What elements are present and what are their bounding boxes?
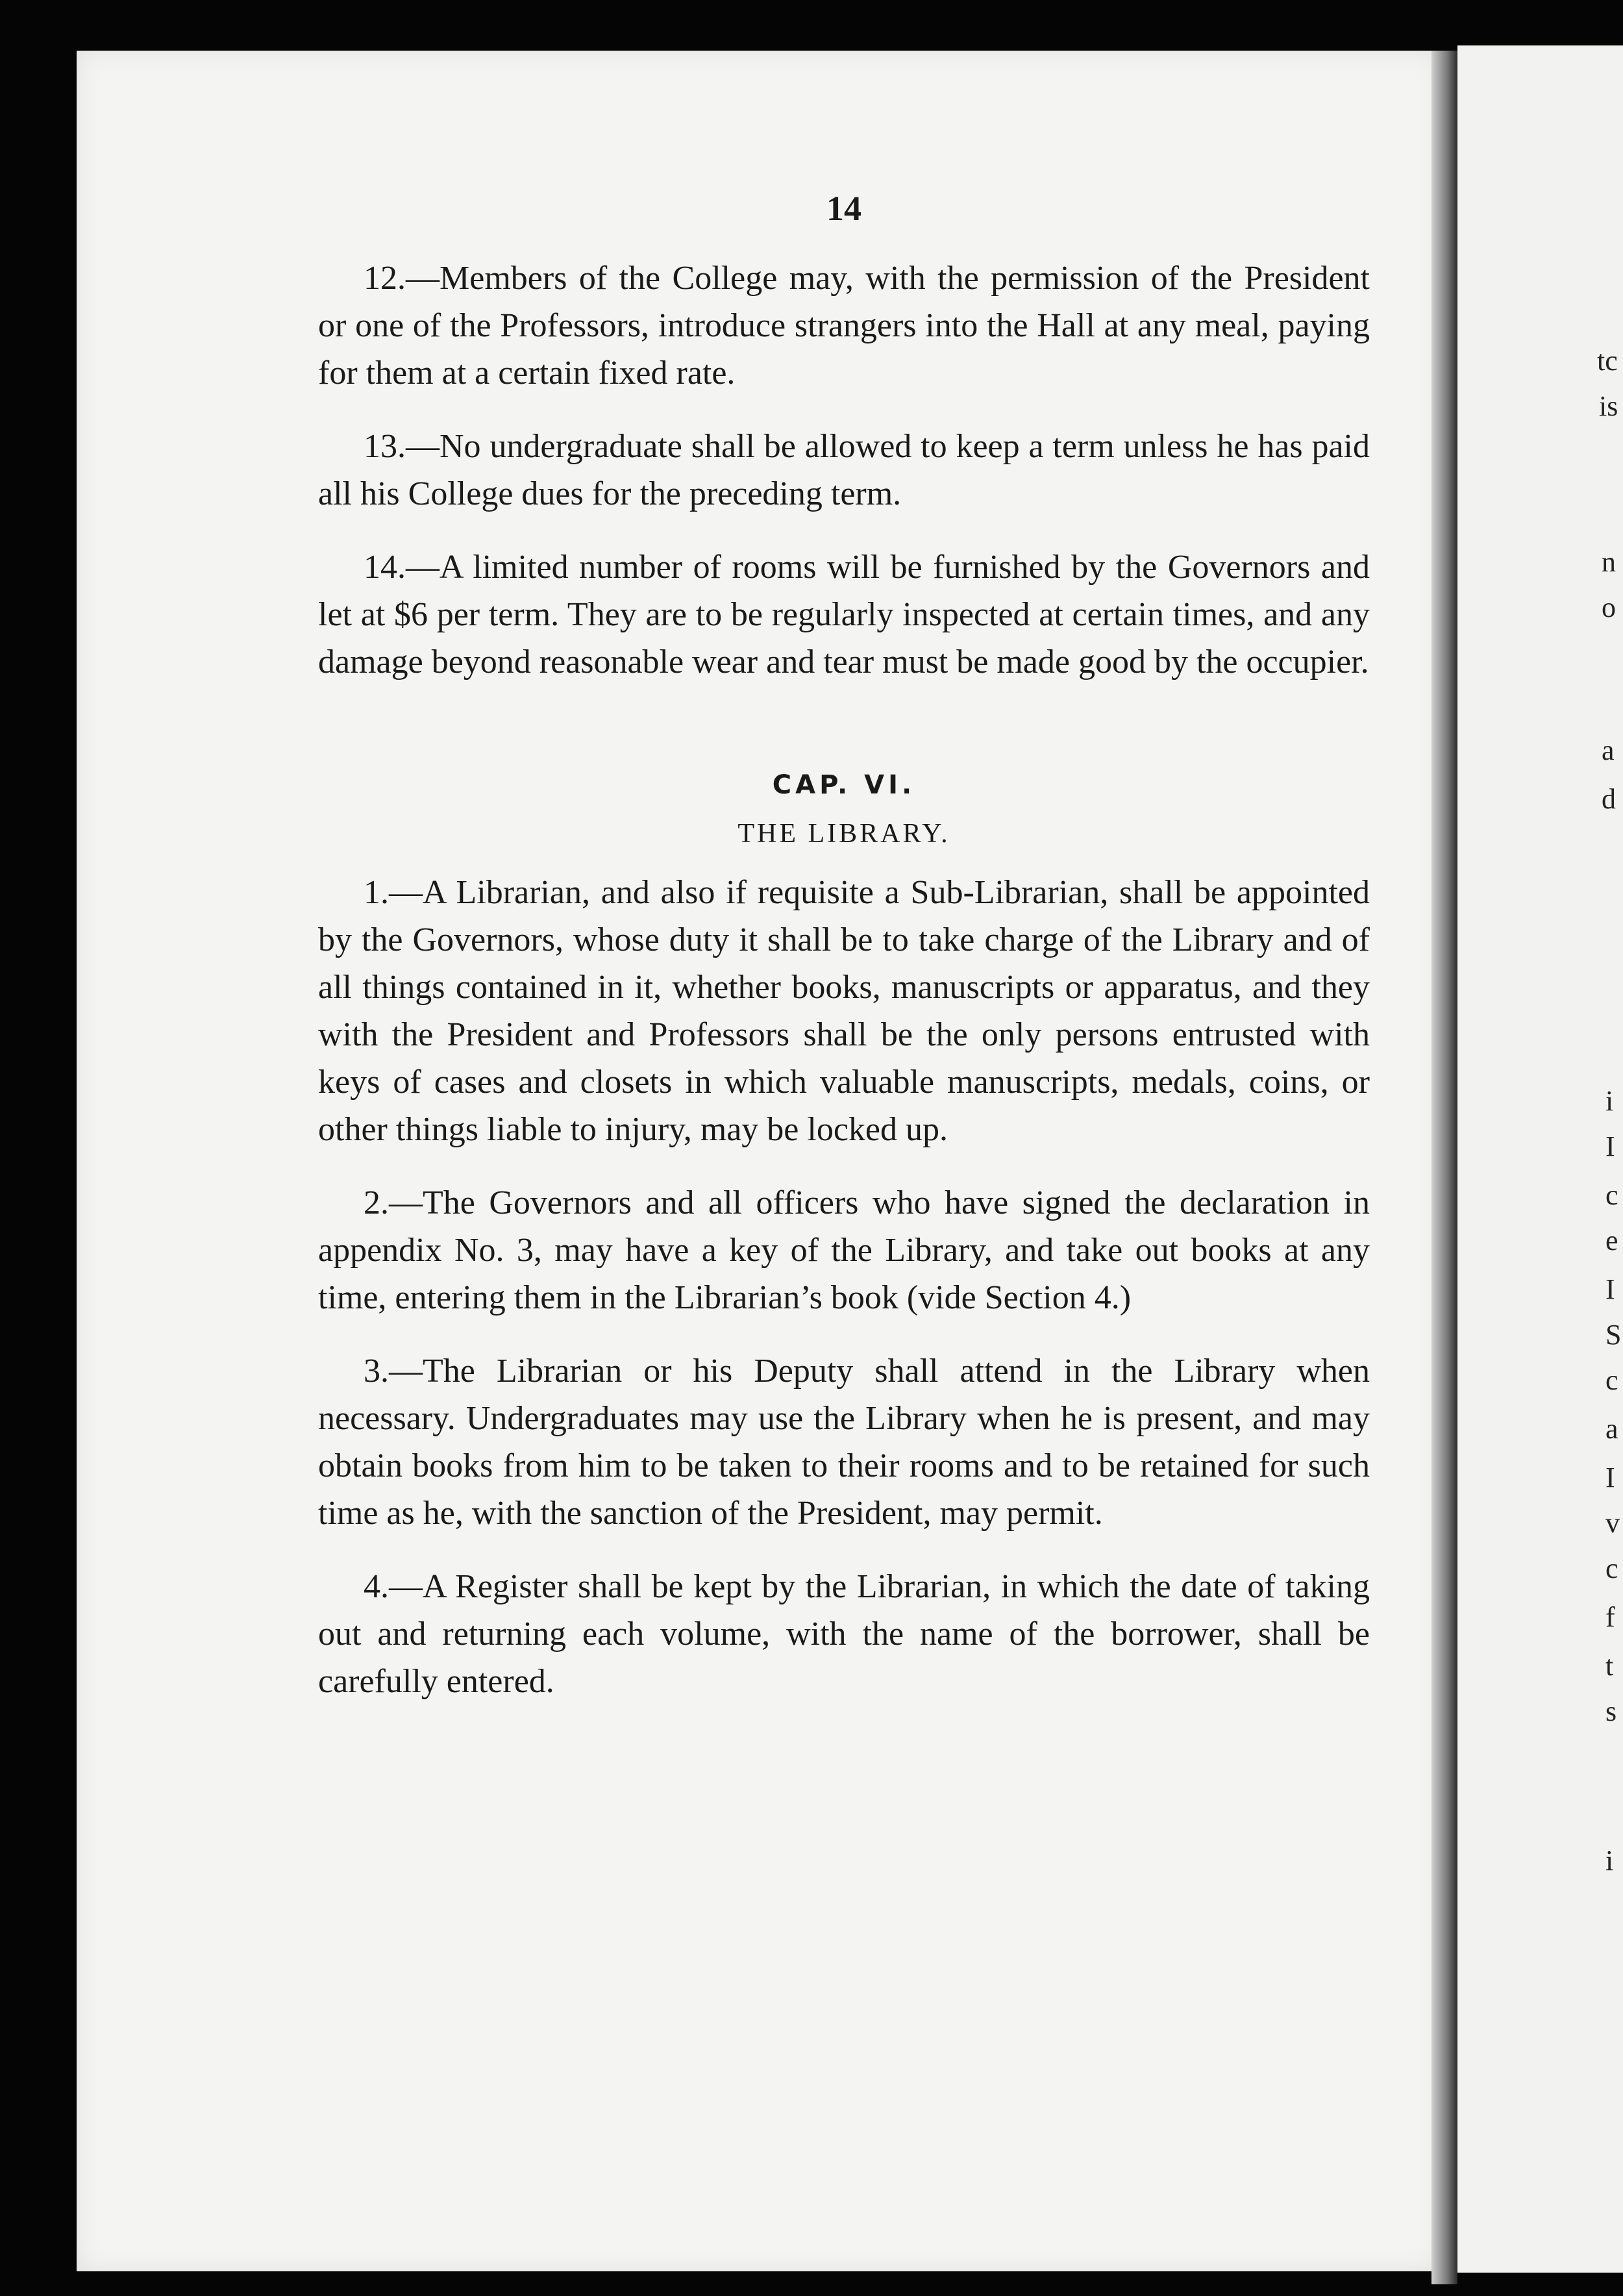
- adjacent-page-fragment: I: [1605, 1130, 1615, 1162]
- adjacent-page-fragment: a: [1602, 734, 1615, 766]
- adjacent-page-edge: [1457, 45, 1623, 2273]
- adjacent-page-fragment: c: [1605, 1364, 1618, 1396]
- library-rule-paragraph: 1.—A Librarian, and also if requisite a Sub-Librarian, shall be appointed by the Governors, whose duty it shall be to take charge of the Library and of all things contained in it, whether books, manuscripts or apparatus, and they with the President and Professors shall be the only persons entrusted with keys of cases and closets in which valuable manuscripts, medals, coins, or other things liable to injury, may be locked up.: [318, 874, 1370, 1148]
- library-rule-paragraph: 3.—The Librarian or his Deputy shall attend in the Library when necessary. Undergraduates may use the Library when he is present, and may obtain books from him to be taken to their rooms and to be retained for such time as he, with the sanction of the President, may permit.: [318, 1353, 1370, 1532]
- adjacent-page-fragment: o: [1602, 592, 1616, 623]
- page-number: 14: [826, 189, 861, 228]
- rule-paragraph: 14.—A limited number of rooms will be furnished by the Governors and let at $6 per term. They are to be regularly inspected at certain times, and any damage beyond reasonable wear and tear must be made good by the occupier.: [318, 549, 1370, 680]
- adjacent-page-fragment: tc: [1597, 345, 1618, 377]
- chapter-heading: CAP. VI.: [772, 770, 916, 800]
- adjacent-page-fragment: c: [1605, 1553, 1618, 1584]
- adjacent-page-fragment: c: [1605, 1179, 1618, 1211]
- adjacent-page-fragment: a: [1605, 1413, 1618, 1445]
- adjacent-page-fragment: I: [1605, 1462, 1615, 1493]
- adjacent-page-fragment: is: [1599, 390, 1618, 422]
- page-content: [318, 188, 1370, 1731]
- rule-paragraph: 13.—No undergraduate shall be allowed to keep a term unless he has paid all his College dues for the preceding term.: [318, 428, 1370, 512]
- section-title: THE LIBRARY.: [737, 819, 950, 849]
- gutter-shadow: [1431, 51, 1457, 2284]
- adjacent-page-fragment: d: [1602, 783, 1616, 815]
- adjacent-page-fragment: t: [1605, 1650, 1614, 1682]
- adjacent-page-fragment: I: [1605, 1273, 1615, 1305]
- adjacent-page-fragment: f: [1605, 1601, 1615, 1633]
- adjacent-page-fragment: i: [1605, 1085, 1614, 1117]
- adjacent-page-fragment: i: [1605, 1845, 1614, 1877]
- adjacent-page-fragment: s: [1605, 1695, 1617, 1727]
- rule-paragraph: 12.—Members of the College may, with the permission of the President or one of the Professors, introduce strangers into the Hall at any meal, paying for them at a certain fixed rate.: [318, 260, 1370, 392]
- adjacent-page-fragment: S: [1605, 1319, 1622, 1351]
- library-rule-paragraph: 2.—The Governors and all officers who have signed the declaration in appendix No. 3, may have a key of the Library, and take out books at any time, entering them in the Librarian’s book (vide Section 4.): [318, 1184, 1370, 1316]
- library-rule-paragraph: 4.—A Register shall be kept by the Librarian, in which the date of taking out and returning each volume, with the name of the borrower, shall be carefully entered.: [318, 1568, 1370, 1700]
- adjacent-page-fragment: v: [1605, 1507, 1620, 1539]
- adjacent-page-fragment: n: [1602, 546, 1616, 578]
- adjacent-page-fragment: e: [1605, 1225, 1618, 1256]
